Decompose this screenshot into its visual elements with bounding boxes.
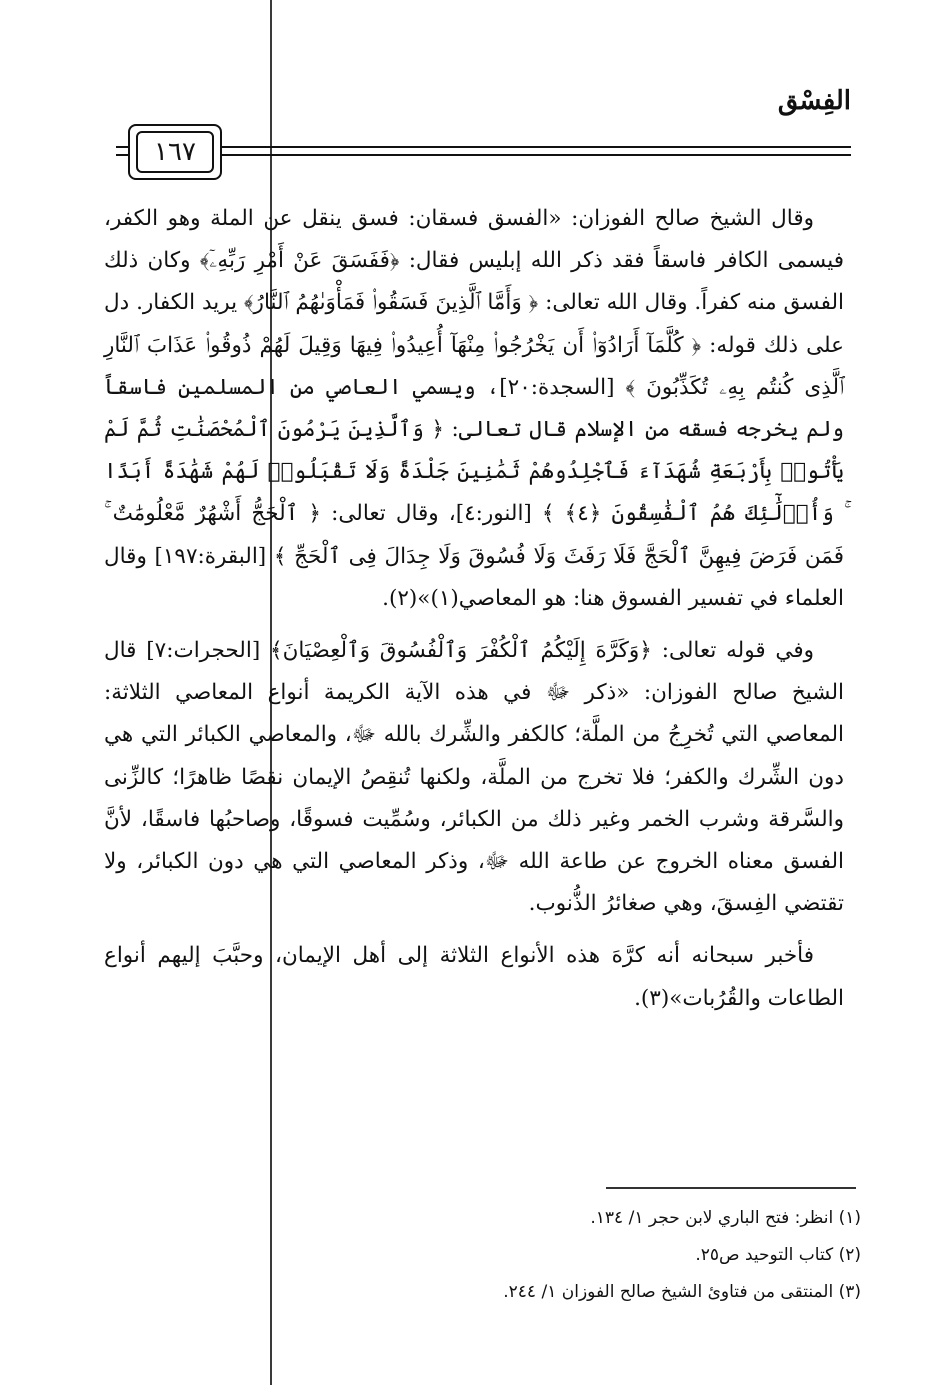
footnote-2: (٢) كتاب التوحيد ص٢٥. (695, 1245, 861, 1265)
page-number-frame (128, 124, 222, 180)
footnote-3: (٣) المنتقى من فتاوئ الشيخ صالح الفوزان ١/ ٢٤٤. (503, 1282, 861, 1302)
paragraph-3: فأخبر سبحانه أنه كرَّهَ هذه الأنواع الثلاثة إلى أهل الإيمان، وحبَّبَ إليهم أنواع الطاعات والقُرُبات»(٣). (104, 943, 844, 1011)
header-rule-left-bottom (116, 154, 128, 156)
footnote-1: (١) انظر: فتح الباري لابن حجر ١/ ١٣٤. (590, 1208, 861, 1228)
paragraph-2: وفي قوله تعالى: ﴿وَكَرَّهَ إِلَيْكُمُ ٱلْكُفْرَ وَٱلْفُسُوقَ وَٱلْعِصْيَانَ﴾ [الحجرات:٧] قال الشيخ صالح الفوزان: «ذكر ﷻ في هذه الآية الكريمة أنواع المعاصي الثلاثة: المعاصي التي تُخرِجُ من الملَّة؛ كالكفر والشِّرك بالله ﷻ، والمعاصي الكبائر التي هي دون الشِّرك والكفر؛ فلا تخرج من الملَّة، ولكنها تُنقِصُ الإيمان نقصًا ظاهرًا؛ كالزِّنى والسَّرقة وشرب الخمر وغير ذلك من الكبائر، وسُمِّيت فسوقًا، وصاحبُها فاسقًا، لأنَّ الفسق معناه الخروج عن طاعة الله ﷻ، وذكر المعاصي التي هي دون الكبائر، ولا تقتضي الفِسقَ، وهي صغائرُ الذُّنوب. (104, 638, 844, 917)
footnote-separator (606, 1187, 856, 1189)
header-rule-bottom (222, 154, 851, 156)
main-text (104, 198, 844, 1020)
running-title: الفِسْق (777, 86, 851, 116)
paragraph-1: وقال الشيخ صالح الفوزان: «الفسق فسقان: فسق ينقل عن الملة وهو الكفر، فيسمى الكافر فاسقاً فقد ذكر الله إبليس فقال: ﴿فَفَسَقَ عَنْ أَمْرِ رَبِّهِۦٓ﴾ وكان ذلك الفسق منه كفراً. وقال الله تعالى: ﴿ وَأَمَّا ٱلَّذِينَ فَسَقُوا۟ فَمَأْوَىٰهُمُ ٱلنَّارُ﴾ يريد الكفار. دل على ذلك قوله: ﴿ كُلَّمَآ أَرَادُوٓا۟ أَن يَخْرُجُوا۟ مِنْهَآ أُعِيدُوا۟ فِيهَا وَقِيلَ لَهُمْ ذُوقُوا۟ عَذَابَ ٱلنَّارِ ٱلَّذِى كُنتُم بِهِۦ تُكَذِّبُونَ ﴾ [السجدة:٢٠]، ويسمي العاصي من المسلمين فاسقاً ولم يخرجه فسقه من الإسلام قال تعالى: ﴿ وَٱلَّذِينَ يَرْمُونَ ٱلْمُحْصَنَٰتِ ثُمَّ لَمْ يَأْتُوا۟ بِأَرْبَعَةِ شُهَدَآءَ فَٱجْلِدُوهُمْ ثَمَٰنِينَ جَلْدَةً وَلَا تَقْبَلُوا۟ لَهُمْ شَهَٰدَةً أَبَدًا ۚ وَأُو۟لَٰٓئِكَ هُمُ ٱلْفَٰسِقُونَ ﴿٤﴾ ﴾ [النور:٤]، وقال تعالى: ﴿ ٱلْحَجُّ أَشْهُرٌ مَّعْلُومَٰتٌ ۚ فَمَن فَرَضَ فِيهِنَّ ٱلْحَجَّ فَلَا رَفَثَ وَلَا فُسُوقَ وَلَا جِدَالَ فِى ٱلْحَجِّ ﴾ [البقرة:١٩٧] وقال العلماء في تفسير الفسوق هنا: هو المعاصي(١)»(٢). (104, 206, 845, 611)
header-rule-left-top (116, 146, 128, 148)
page-number: ١٦٧ (136, 131, 214, 173)
footnotes (121, 1200, 861, 1311)
header-rule-top (222, 146, 851, 148)
